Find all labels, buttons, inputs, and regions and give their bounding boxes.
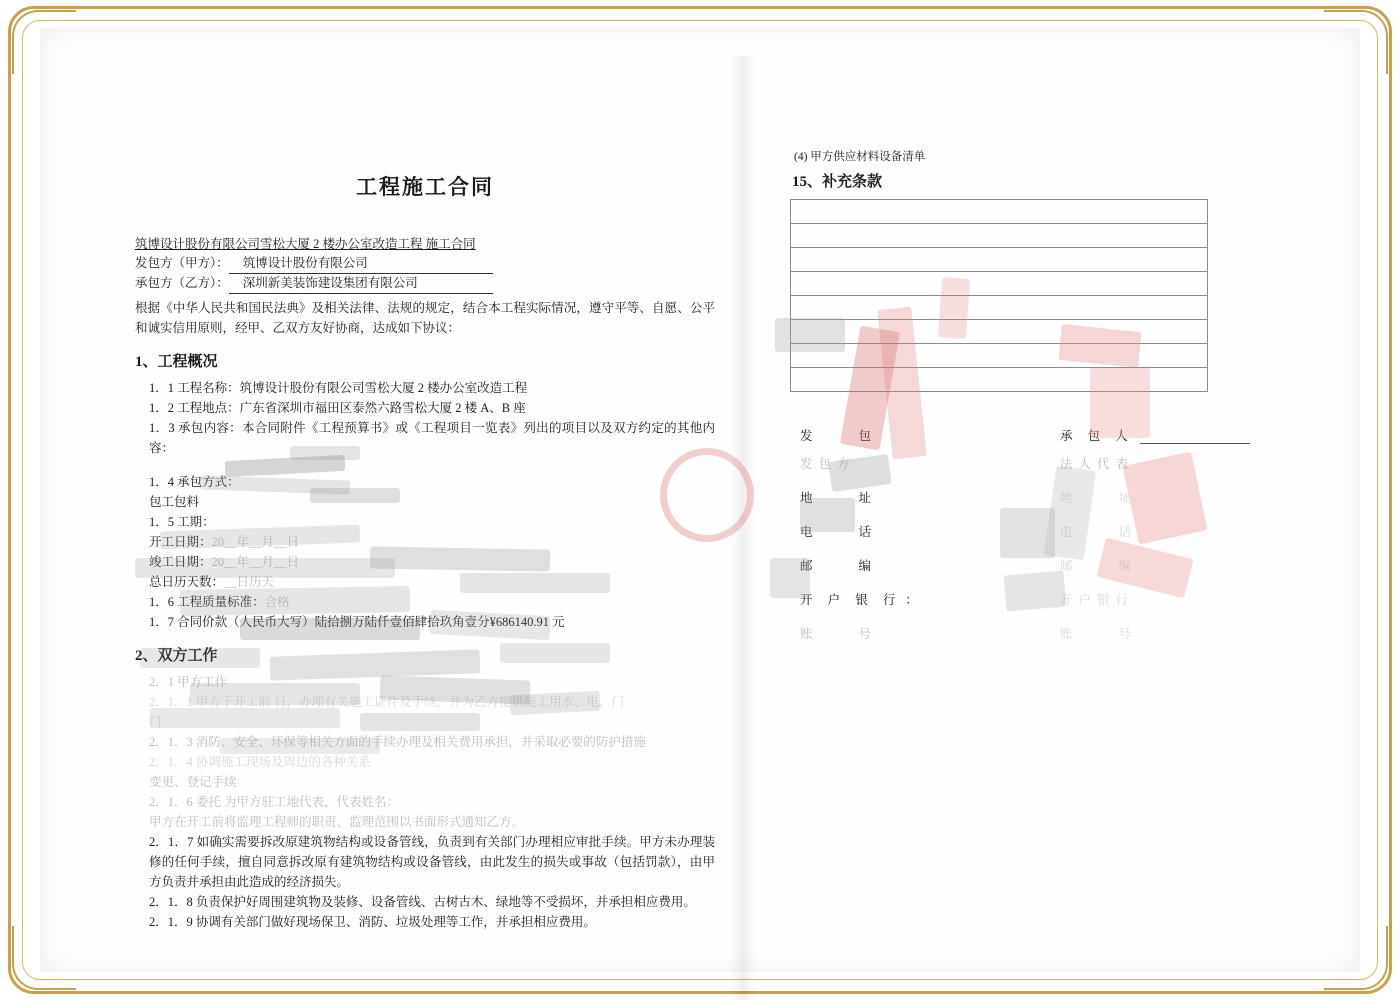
table-row: [791, 368, 1208, 392]
signature-label: 账: [800, 627, 819, 641]
table-row: [791, 272, 1208, 296]
signature-label-suffix: 话: [1118, 525, 1138, 539]
start-date-label: 开工日期：: [149, 535, 212, 549]
item-1-1-text: 1．1 工程名称：筑博设计股份有限公司雪松大厦 2 楼办公室改造工程: [149, 381, 528, 395]
document-page-right: [790, 148, 1260, 641]
signature-label: 电: [1060, 525, 1079, 539]
item-1-5-days: [135, 572, 715, 592]
total-days-value: __日历天: [224, 575, 275, 589]
signature-field-postcode-a: [800, 556, 877, 574]
table-cell: [791, 200, 1208, 224]
signature-label-suffix: 编: [858, 559, 878, 573]
colon-glyph: ：: [905, 593, 918, 607]
supplementary-terms-table: [790, 199, 1208, 392]
party-a-value: 筑博设计股份有限公司: [229, 254, 493, 274]
table-cell: [791, 344, 1208, 368]
signature-field-address-b: [1060, 488, 1137, 506]
page-gutter-shadow: [730, 56, 756, 1000]
signature-rule: [1140, 430, 1250, 444]
end-date-value: 20__年__月__日: [211, 555, 300, 569]
table-cell: [791, 224, 1208, 248]
item-2-1-9: 2．1．9 协调有关部门做好现场保卫、消防、垃圾处理等工作，并承担相应费用。: [149, 915, 596, 929]
party-a-label: 发包方（甲方）：: [135, 256, 229, 270]
item-1-3: 1．3 承包内容：本合同附件《工程预算书》或《工程项目一览表》列出的项目以及双方约定的其他内容：: [149, 421, 715, 455]
signature-field-phone-a: [800, 522, 877, 540]
signature-field-postcode-b: [1060, 556, 1137, 574]
item-1-7: 1．7 合同价款（人民币大写）陆拾捌万陆仟壹佰肆拾玖角壹分¥686140.91 元: [149, 615, 565, 629]
party-b-label: 承包方（乙方）：: [135, 276, 229, 290]
start-date-value: 20__年__月__日: [211, 535, 300, 549]
signature-label: 账: [1060, 627, 1079, 641]
scanned-document-spread: [40, 28, 1360, 972]
table-row: [791, 296, 1208, 320]
signature-field-phone-b: [1060, 522, 1137, 540]
quality-label: 1．6 工程质量标准：: [149, 595, 265, 609]
page-title: 工程施工合同: [356, 175, 494, 199]
item-2-1: 2．1 甲方工作: [149, 675, 228, 689]
signature-label: 发: [800, 429, 819, 443]
signature-field-contractor: [1060, 426, 1250, 444]
signature-field-legal-rep: [1060, 454, 1134, 472]
signature-label-suffix: 址: [858, 491, 878, 505]
preamble-paragraph: 根据《中华人民共和国民法典》及相关法律、法规的规定，结合本工程实际情况，遵守平等、自愿、公平和诚实信用原则，经甲、乙双方友好协商，达成如下协议：: [135, 301, 715, 335]
signature-field-party-a-name: [800, 454, 856, 472]
item-2-1-3: 2．1．3 消防、安全、环保等相关方面的手续办理及相关费用承担，并采取必要的防护措施: [149, 735, 646, 749]
item-1-4: 1．4 承包方式：: [149, 475, 240, 489]
item-2-1-4: 2．1．4 协调施工现场及周边的各种关系: [149, 755, 371, 769]
total-days-label: 总日历天数：: [149, 575, 225, 589]
section-2-title: 2、双方工作: [135, 648, 218, 664]
table-row: [791, 344, 1208, 368]
contract-heading-line: 筑博设计股份有限公司雪松大厦 2 楼办公室改造工程 施工合同: [135, 237, 476, 251]
signature-label: 发包方: [800, 457, 856, 471]
signature-field-account-a: [800, 624, 877, 642]
table-row: [791, 200, 1208, 224]
item-2-1-1: 2．1．1 甲方于开工前 日，办理有关施工证件及手续，并为乙方提供施工用水、电、门: [149, 695, 625, 709]
item-1-5-end: [135, 552, 715, 572]
signature-label: 开 户 银 行: [800, 593, 902, 607]
signature-label: 地: [1060, 491, 1079, 505]
signature-field-account-b: [1060, 624, 1137, 642]
signature-label: 法人代表: [1060, 457, 1135, 471]
spacer-blank-line: [135, 458, 715, 472]
item-2-1-8: 2．1．8 负责保护好周围建筑物及装修、设备管线、古树古木、绿地等不受损坏，并承担相应费用。: [149, 895, 696, 909]
signature-label: 地: [800, 491, 819, 505]
item-1-5-start: [135, 532, 715, 552]
signature-label-suffix: 话: [858, 525, 878, 539]
section-15-title: 15、补充条款: [792, 174, 883, 190]
item-2-1-6-note: 甲方在开工前将监理工程师的职责、监理范围以书面形式通知乙方。: [149, 815, 525, 829]
table-cell: [791, 368, 1208, 392]
quality-value: 合格: [264, 595, 290, 609]
party-b-line: [135, 274, 715, 294]
signature-block: [790, 426, 1230, 641]
table-row: [791, 224, 1208, 248]
item-2-1-6: 2．1．6 委托 为甲方驻工地代表，代表姓名：: [149, 795, 400, 809]
signature-label-suffix: 号: [858, 627, 878, 641]
item-1-6: [135, 592, 715, 612]
end-date-label: 竣工日期：: [149, 555, 212, 569]
signature-label: 邮: [1060, 559, 1079, 573]
signature-label-suffix: 号: [1118, 627, 1138, 641]
signature-label-suffix: 址: [1118, 491, 1138, 505]
signature-label-suffix: 包: [858, 429, 878, 443]
item-1-4-value: 包工包料: [149, 495, 200, 509]
signature-label-suffix: 编: [1118, 559, 1138, 573]
table-cell: [791, 272, 1208, 296]
item-1-2-text: 1．2 工程地点：广东省深圳市福田区泰然六路雪松大厦 2 楼 A、B 座: [149, 401, 526, 415]
item-1-1: [135, 378, 715, 398]
table-cell: [791, 248, 1208, 272]
item-2-1-5-change: 变更、登记手续: [149, 775, 237, 789]
signature-label: 开户银行: [1060, 593, 1135, 607]
item-1-5: 1．5 工期：: [149, 515, 215, 529]
signature-field-address-a: [800, 488, 877, 506]
table-row: [791, 320, 1208, 344]
signature-label: 承 包 人: [1060, 429, 1134, 443]
attachment-item-4: (4) 甲方供应材料设备清单: [794, 151, 926, 163]
item-1-2: [135, 398, 715, 418]
table-cell: [791, 296, 1208, 320]
section-1-title: 1、工程概况: [135, 354, 218, 370]
item-2-1-2-door: 门: [149, 715, 162, 729]
signature-label: 电: [800, 525, 819, 539]
item-2-1-7: 2．1．7 如确实需要拆改原建筑物结构或设备管线，负责到有关部门办理相应审批手续。甲方未办理装修的任何手续，擅自同意拆改原有建筑物结构或设备管线，由此发生的损失或事故（包括罚款），由甲方负责并承担由此造成的经济损失。: [149, 835, 715, 889]
document-page-left: [135, 123, 715, 929]
signature-label: 邮: [800, 559, 819, 573]
table-row: [791, 248, 1208, 272]
table-cell: [791, 320, 1208, 344]
signature-field-bank-b: [1060, 590, 1134, 608]
party-a-line: [135, 254, 715, 274]
supplementary-terms-tbody: [791, 200, 1208, 392]
party-b-value: 深圳新美装饰建设集团有限公司: [229, 274, 493, 294]
signature-field-party-a: [800, 426, 877, 444]
signature-field-bank-a: [800, 590, 918, 608]
